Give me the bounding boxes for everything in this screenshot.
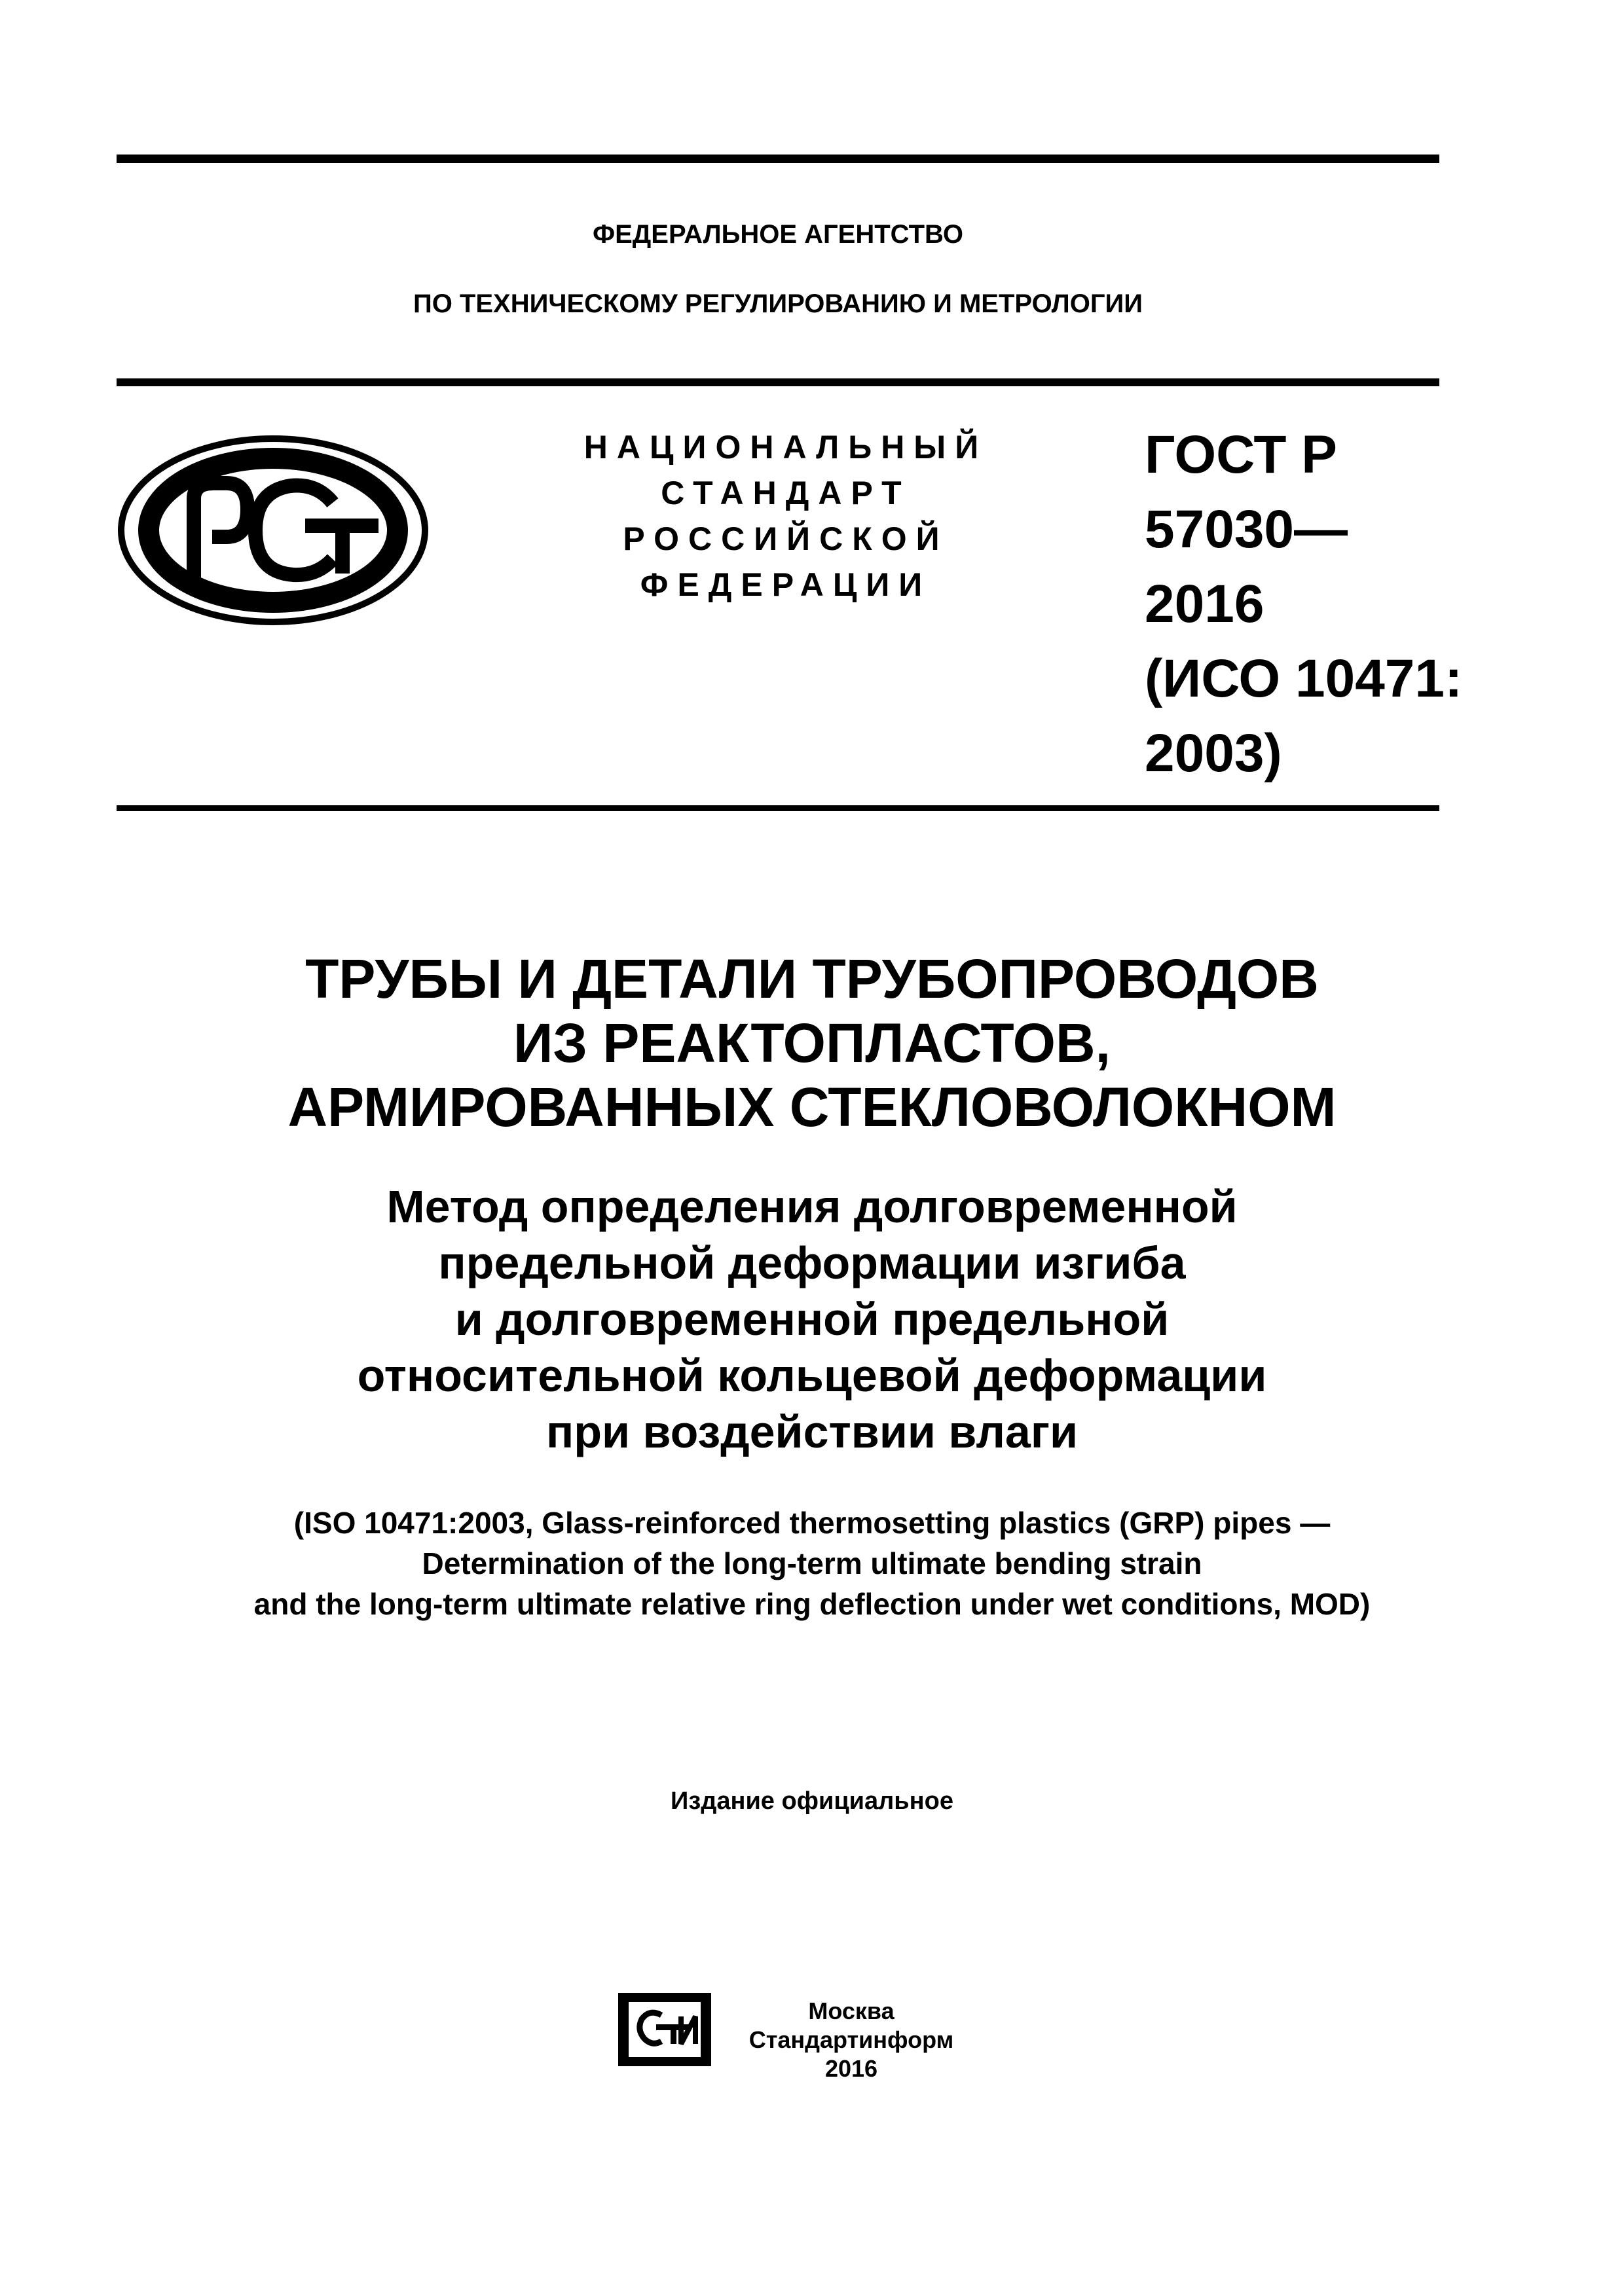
subtitle-line: относительной кольцевой деформации [357, 1350, 1267, 1401]
gost-designation-line: 2016 [1145, 574, 1264, 634]
agency-name-line2: ПО ТЕХНИЧЕСКОМУ РЕГУЛИРОВАНИЮ И МЕТРОЛОГИИ [413, 289, 1143, 318]
edition-label: Издание официальное [671, 1787, 953, 1815]
iso-reference-line: (ISO 10471:2003, Glass-reinforced thermosetting plastics (GRP) pipes — [293, 1506, 1331, 1540]
gost-designation-line: 57030— [1145, 500, 1348, 559]
main-title-line: ИЗ РЕАКТОПЛАСТОВ, [513, 1012, 1111, 1074]
agency-rule [117, 378, 1439, 386]
national-standard-line: РОССИЙСКОЙ [623, 520, 949, 557]
standartinform-logo-icon [616, 1990, 714, 2069]
main-title-line: АРМИРОВАННЫХ СТЕКЛОВОЛОКНОМ [287, 1076, 1337, 1138]
main-title-line: ТРУБЫ И ДЕТАЛИ ТРУБОПРОВОДОВ [305, 948, 1319, 1010]
gost-designation-line: 2003) [1145, 723, 1282, 783]
gost-designation-line: ГОСТ Р [1145, 425, 1337, 484]
top-rule [117, 155, 1439, 163]
gost-designation-line: (ИСО 10471: [1145, 649, 1463, 708]
national-standard-line: НАЦИОНАЛЬНЫЙ [583, 429, 988, 465]
publisher-city: Москва [808, 1997, 895, 2024]
national-standard-line: СТАНДАРТ [661, 475, 911, 511]
publisher-year: 2016 [824, 2055, 878, 2082]
iso-reference-line: and the long-term ultimate relative ring deflection under wet conditions, MOD) [253, 1587, 1371, 1621]
agency-name-line1: ФЕДЕРАЛЬНОЕ АГЕНТСТВО [592, 220, 964, 249]
subtitle-line: и долговременной предельной [454, 1294, 1170, 1345]
subtitle-line: предельной деформации изгиба [438, 1237, 1186, 1288]
subtitle-line: при воздействии влаги [545, 1406, 1079, 1457]
publisher-name: Стандартинформ [748, 2026, 954, 2053]
standard-block-rule [117, 805, 1439, 811]
subtitle-line: Метод определения долговременной [386, 1181, 1238, 1232]
iso-reference-line: Determination of the long-term ultimate bending strain [422, 1546, 1202, 1580]
rst-logo-icon [117, 432, 430, 629]
national-standard-line: ФЕДЕРАЦИИ [640, 566, 932, 603]
